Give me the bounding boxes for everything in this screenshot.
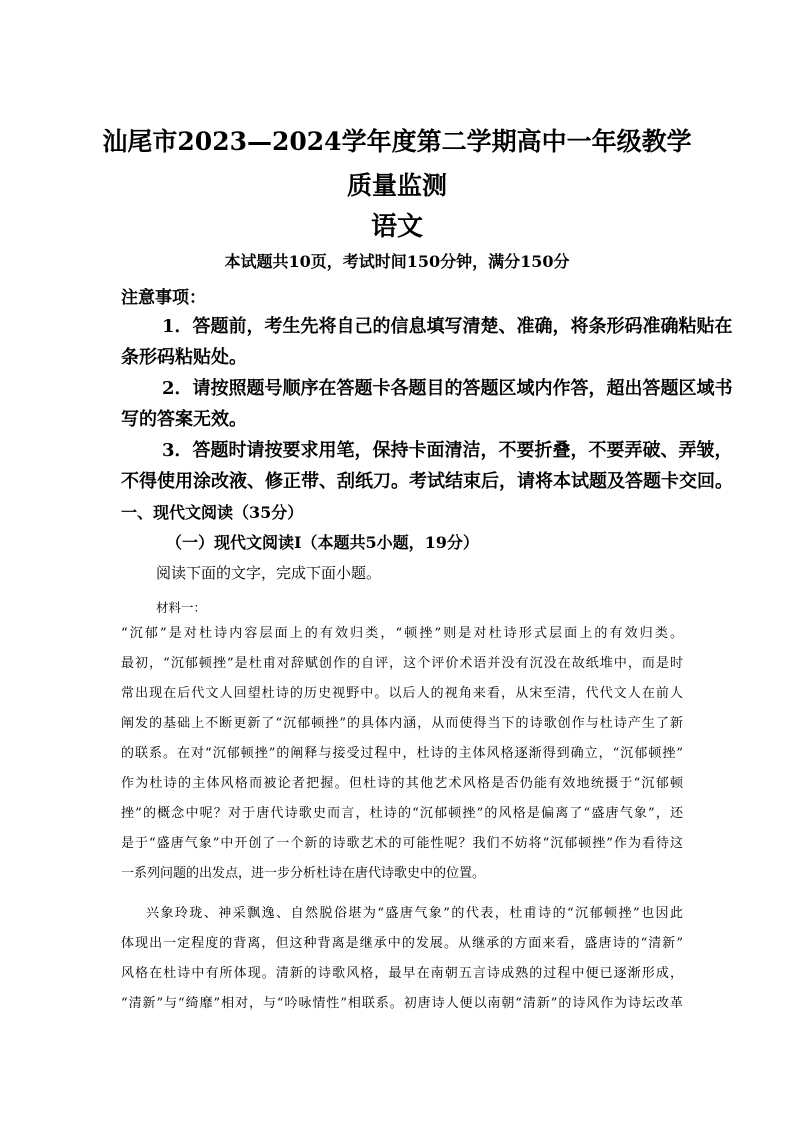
note-item-1: 1．答题前，考生先将自己的信息填写清楚、准确，将条形码准确粘贴在 — [162, 316, 733, 337]
note-item-2: 2．请按照题号顺序在答题卡各题目的答题区域内作答，超出答题区域书 — [162, 378, 733, 399]
note-item-3-cont: 不得使用涂改液、修正带、刮纸刀。考试结束后，请将本试题及答题卡交回。 — [121, 471, 733, 492]
note-item-1-cont: 条形码粘贴处。 — [121, 347, 247, 368]
paragraph-1-line: “沉郁”是对杜诗内容层面上的有效归类，“顿挫”则是对杜诗形式层面上的有效归类。 — [121, 626, 683, 641]
paragraph-1-line: 作为杜诗的主体风格而被论者把握。但杜诗的其他艺术风格是否仍能有效地统摄于“沉郁顿 — [121, 776, 683, 791]
paragraph-1-line: 一系列问题的出发点，进一步分析杜诗在唐代诗歌史中的位置。 — [121, 866, 486, 881]
subsection-heading: （一）现代文阅读Ⅰ（本题共5小题，19分） — [166, 533, 479, 552]
paragraph-2-line: 风格在杜诗中有所体现。清新的诗歌风格，最早在南朝五言诗成熟的过程中便已逐渐形成， — [121, 966, 683, 981]
paragraph-1-line: 的联系。在对“沉郁顿挫”的阐释与接受过程中，杜诗的主体风格逐渐得到确立，“沉郁顿挫” — [121, 746, 683, 761]
paragraph-2-line: “清新”与“绮靡”相对，与“吟咏情性”相联系。初唐诗人便以南朝“清新”的诗风作为诗坛改革 — [121, 996, 683, 1011]
exam-title-line-1: 汕尾市2023—2024学年度第二学期高中一年级教学 — [102, 127, 692, 156]
exam-info: 本试题共10页，考试时间150分钟，满分150分 — [224, 252, 570, 271]
section-heading: 一、现代文阅读（35分） — [121, 503, 304, 522]
paragraph-1-line: 是于“盛唐气象”中开创了一个新的诗歌艺术的可能性呢？我们不妨将“沉郁顿挫”作为看待这 — [121, 836, 683, 851]
material-label: 材料一： — [156, 600, 207, 615]
subject-title: 语文 — [370, 212, 423, 242]
paragraph-2-line: 兴象玲珑、神采飘逸、自然脱俗堪为“盛唐气象”的代表，杜甫诗的“沉郁顿挫”也因此 — [146, 906, 683, 921]
notes-heading: 注意事项： — [121, 288, 206, 308]
note-item-2-cont: 写的答案无效。 — [121, 409, 247, 430]
reading-instruction: 阅读下面的文字，完成下面小题。 — [156, 564, 382, 582]
paragraph-2-line: 体现出一定程度的背离，但这种背离是继承中的发展。从继承的方面来看，盛唐诗的“清新” — [121, 936, 683, 951]
note-item-3: 3．答题时请按要求用笔，保持卡面清洁，不要折叠，不要弄破、弄皱， — [162, 440, 733, 461]
paragraph-1-line: 最初，“沉郁顿挫”是杜甫对辞赋创作的自评，这个评价术语并没有沉没在故纸堆中，而是时 — [121, 656, 683, 671]
paragraph-1-line: 阐发的基础上不断更新了“沉郁顿挫”的具体内涵，从而使得当下的诗歌创作与杜诗产生了新 — [121, 716, 683, 731]
exam-title-line-2: 质量监测 — [346, 171, 447, 200]
paragraph-1-line: 挫”的概念中呢？对于唐代诗歌史而言，杜诗的“沉郁顿挫”的风格是偏离了“盛唐气象”，还 — [121, 806, 683, 821]
paragraph-1-line: 常出现在后代文人回望杜诗的历史视野中。以后人的视角来看，从宋至清，代代文人在前人 — [121, 686, 683, 701]
